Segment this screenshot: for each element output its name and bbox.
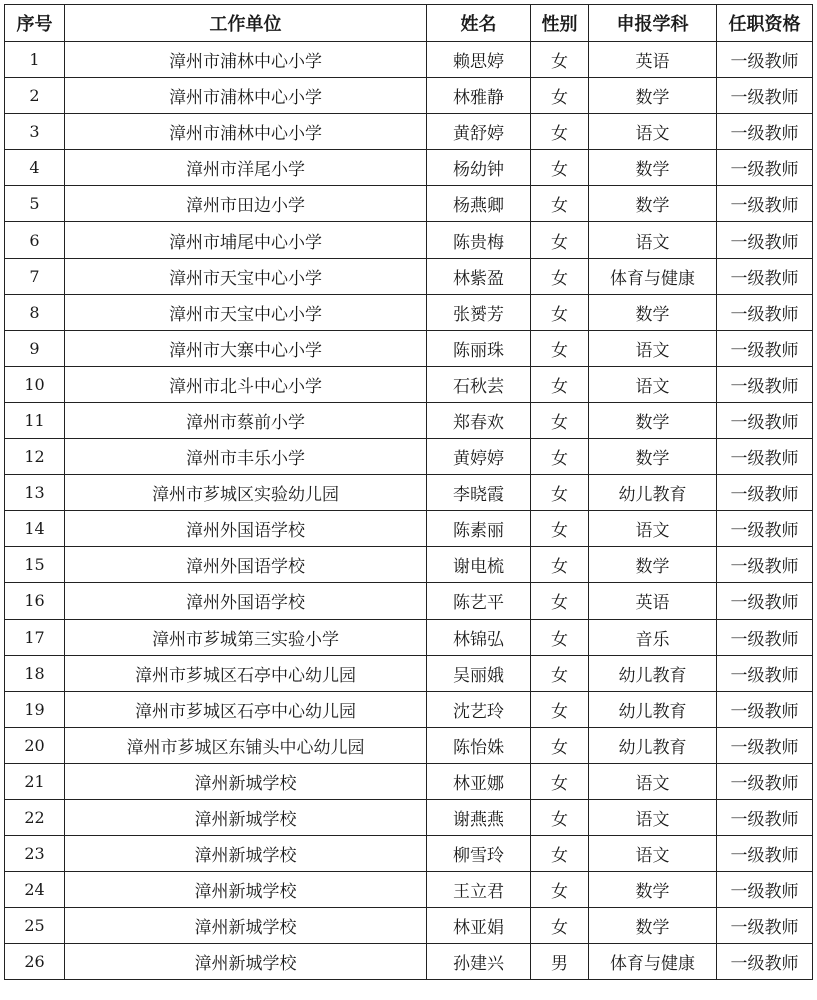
- cell-name: 吴丽娥: [427, 655, 531, 691]
- cell-subject: 幼儿教育: [589, 475, 717, 511]
- cell-name: 郑春欢: [427, 402, 531, 438]
- cell-subject: 语文: [589, 763, 717, 799]
- cell-qualification: 一级教师: [717, 475, 813, 511]
- table-row: [5, 727, 813, 763]
- table-row: [5, 150, 813, 186]
- cell-gender: 女: [531, 42, 589, 78]
- cell-name: 陈艺平: [427, 583, 531, 619]
- cell-gender: 女: [531, 619, 589, 655]
- cell-index: 8: [5, 294, 65, 330]
- cell-index: 13: [5, 475, 65, 511]
- cell-name: 杨幼钟: [427, 150, 531, 186]
- cell-name: 赖思婷: [427, 42, 531, 78]
- cell-gender: 女: [531, 366, 589, 402]
- cell-qualification: 一级教师: [717, 944, 813, 980]
- table-row: [5, 330, 813, 366]
- cell-index: 25: [5, 908, 65, 944]
- cell-subject: 数学: [589, 294, 717, 330]
- teacher-list-table-container: [4, 4, 812, 980]
- table-row: [5, 799, 813, 835]
- cell-work-unit: 漳州市洋尾小学: [65, 150, 427, 186]
- cell-gender: 女: [531, 258, 589, 294]
- cell-subject: 数学: [589, 908, 717, 944]
- cell-work-unit: 漳州市浦林中心小学: [65, 78, 427, 114]
- cell-qualification: 一级教师: [717, 294, 813, 330]
- cell-name: 陈丽珠: [427, 330, 531, 366]
- cell-name: 黄舒婷: [427, 114, 531, 150]
- cell-name: 石秋芸: [427, 366, 531, 402]
- header-qualification: 任职资格: [717, 5, 813, 42]
- table-row: [5, 186, 813, 222]
- table-row: [5, 583, 813, 619]
- table-row: [5, 619, 813, 655]
- table-row: [5, 439, 813, 475]
- cell-work-unit: 漳州市大寨中心小学: [65, 330, 427, 366]
- cell-qualification: 一级教师: [717, 114, 813, 150]
- cell-index: 21: [5, 763, 65, 799]
- cell-name: 杨燕卿: [427, 186, 531, 222]
- cell-work-unit: 漳州市天宝中心小学: [65, 294, 427, 330]
- cell-name: 林亚娜: [427, 763, 531, 799]
- cell-qualification: 一级教师: [717, 186, 813, 222]
- cell-index: 1: [5, 42, 65, 78]
- cell-name: 张赟芳: [427, 294, 531, 330]
- cell-qualification: 一级教师: [717, 42, 813, 78]
- cell-gender: 女: [531, 655, 589, 691]
- cell-subject: 幼儿教育: [589, 727, 717, 763]
- header-gender: 性别: [531, 5, 589, 42]
- cell-work-unit: 漳州新城学校: [65, 836, 427, 872]
- cell-index: 11: [5, 402, 65, 438]
- table-row: [5, 763, 813, 799]
- cell-work-unit: 漳州新城学校: [65, 944, 427, 980]
- cell-gender: 女: [531, 294, 589, 330]
- cell-gender: 女: [531, 78, 589, 114]
- cell-name: 黄婷婷: [427, 439, 531, 475]
- cell-name: 陈贵梅: [427, 222, 531, 258]
- cell-name: 谢燕燕: [427, 799, 531, 835]
- cell-work-unit: 漳州外国语学校: [65, 583, 427, 619]
- table-row: [5, 114, 813, 150]
- cell-work-unit: 漳州新城学校: [65, 799, 427, 835]
- cell-gender: 女: [531, 727, 589, 763]
- cell-gender: 女: [531, 836, 589, 872]
- table-row: [5, 258, 813, 294]
- cell-index: 22: [5, 799, 65, 835]
- table-row: [5, 872, 813, 908]
- cell-gender: 女: [531, 114, 589, 150]
- cell-name: 柳雪玲: [427, 836, 531, 872]
- cell-subject: 英语: [589, 42, 717, 78]
- cell-name: 谢电梳: [427, 547, 531, 583]
- cell-subject: 数学: [589, 150, 717, 186]
- cell-subject: 数学: [589, 872, 717, 908]
- cell-index: 12: [5, 439, 65, 475]
- cell-gender: 女: [531, 439, 589, 475]
- table-row: [5, 944, 813, 980]
- cell-qualification: 一级教师: [717, 908, 813, 944]
- cell-subject: 音乐: [589, 619, 717, 655]
- cell-subject: 体育与健康: [589, 944, 717, 980]
- cell-work-unit: 漳州市蔡前小学: [65, 402, 427, 438]
- cell-index: 3: [5, 114, 65, 150]
- cell-index: 17: [5, 619, 65, 655]
- cell-index: 7: [5, 258, 65, 294]
- teacher-list-table: [4, 4, 813, 980]
- cell-qualification: 一级教师: [717, 439, 813, 475]
- cell-index: 5: [5, 186, 65, 222]
- cell-subject: 体育与健康: [589, 258, 717, 294]
- cell-gender: 女: [531, 330, 589, 366]
- header-row: [5, 5, 813, 42]
- cell-work-unit: 漳州市浦林中心小学: [65, 114, 427, 150]
- cell-index: 4: [5, 150, 65, 186]
- cell-work-unit: 漳州市芗城区石亭中心幼儿园: [65, 691, 427, 727]
- cell-index: 10: [5, 366, 65, 402]
- cell-work-unit: 漳州市埔尾中心小学: [65, 222, 427, 258]
- cell-gender: 女: [531, 475, 589, 511]
- cell-index: 26: [5, 944, 65, 980]
- cell-gender: 女: [531, 763, 589, 799]
- cell-index: 24: [5, 872, 65, 908]
- cell-work-unit: 漳州外国语学校: [65, 547, 427, 583]
- table-row: [5, 511, 813, 547]
- table-row: [5, 366, 813, 402]
- cell-name: 林雅静: [427, 78, 531, 114]
- header-name: 姓名: [427, 5, 531, 42]
- cell-gender: 女: [531, 908, 589, 944]
- cell-qualification: 一级教师: [717, 547, 813, 583]
- cell-subject: 数学: [589, 402, 717, 438]
- cell-index: 6: [5, 222, 65, 258]
- table-row: [5, 836, 813, 872]
- cell-work-unit: 漳州市丰乐小学: [65, 439, 427, 475]
- table-row: [5, 294, 813, 330]
- cell-qualification: 一级教师: [717, 799, 813, 835]
- cell-work-unit: 漳州新城学校: [65, 763, 427, 799]
- cell-qualification: 一级教师: [717, 836, 813, 872]
- table-row: [5, 691, 813, 727]
- cell-gender: 女: [531, 511, 589, 547]
- cell-qualification: 一级教师: [717, 583, 813, 619]
- cell-work-unit: 漳州外国语学校: [65, 511, 427, 547]
- cell-gender: 女: [531, 402, 589, 438]
- cell-work-unit: 漳州市田边小学: [65, 186, 427, 222]
- cell-index: 19: [5, 691, 65, 727]
- cell-subject: 英语: [589, 583, 717, 619]
- cell-name: 林紫盈: [427, 258, 531, 294]
- cell-qualification: 一级教师: [717, 872, 813, 908]
- cell-name: 李晓霞: [427, 475, 531, 511]
- cell-subject: 语文: [589, 366, 717, 402]
- cell-work-unit: 漳州市芗城第三实验小学: [65, 619, 427, 655]
- cell-subject: 语文: [589, 799, 717, 835]
- cell-index: 9: [5, 330, 65, 366]
- cell-qualification: 一级教师: [717, 150, 813, 186]
- cell-qualification: 一级教师: [717, 763, 813, 799]
- cell-gender: 男: [531, 944, 589, 980]
- table-row: [5, 908, 813, 944]
- cell-index: 15: [5, 547, 65, 583]
- table-row: [5, 402, 813, 438]
- cell-gender: 女: [531, 222, 589, 258]
- table-row: [5, 42, 813, 78]
- cell-name: 林亚娟: [427, 908, 531, 944]
- cell-work-unit: 漳州市芗城区石亭中心幼儿园: [65, 655, 427, 691]
- cell-index: 20: [5, 727, 65, 763]
- cell-work-unit: 漳州市芗城区东铺头中心幼儿园: [65, 727, 427, 763]
- cell-work-unit: 漳州市浦林中心小学: [65, 42, 427, 78]
- cell-index: 2: [5, 78, 65, 114]
- cell-subject: 语文: [589, 114, 717, 150]
- table-body: [5, 42, 813, 980]
- cell-gender: 女: [531, 691, 589, 727]
- cell-qualification: 一级教师: [717, 511, 813, 547]
- cell-index: 18: [5, 655, 65, 691]
- cell-index: 16: [5, 583, 65, 619]
- cell-subject: 数学: [589, 78, 717, 114]
- cell-qualification: 一级教师: [717, 222, 813, 258]
- cell-subject: 语文: [589, 836, 717, 872]
- cell-index: 14: [5, 511, 65, 547]
- cell-qualification: 一级教师: [717, 78, 813, 114]
- cell-work-unit: 漳州市芗城区实验幼儿园: [65, 475, 427, 511]
- cell-index: 23: [5, 836, 65, 872]
- cell-name: 王立君: [427, 872, 531, 908]
- cell-work-unit: 漳州新城学校: [65, 908, 427, 944]
- header-index: 序号: [5, 5, 65, 42]
- header-work-unit: 工作单位: [65, 5, 427, 42]
- cell-subject: 语文: [589, 330, 717, 366]
- cell-subject: 数学: [589, 186, 717, 222]
- cell-gender: 女: [531, 872, 589, 908]
- cell-name: 林锦弘: [427, 619, 531, 655]
- table-row: [5, 78, 813, 114]
- cell-subject: 语文: [589, 222, 717, 258]
- cell-name: 孙建兴: [427, 944, 531, 980]
- cell-subject: 幼儿教育: [589, 655, 717, 691]
- cell-name: 陈素丽: [427, 511, 531, 547]
- cell-subject: 幼儿教育: [589, 691, 717, 727]
- cell-qualification: 一级教师: [717, 691, 813, 727]
- table-row: [5, 547, 813, 583]
- cell-gender: 女: [531, 583, 589, 619]
- cell-subject: 数学: [589, 547, 717, 583]
- table-row: [5, 655, 813, 691]
- cell-qualification: 一级教师: [717, 655, 813, 691]
- cell-name: 陈怡姝: [427, 727, 531, 763]
- cell-subject: 数学: [589, 439, 717, 475]
- cell-gender: 女: [531, 186, 589, 222]
- cell-gender: 女: [531, 547, 589, 583]
- header-subject: 申报学科: [589, 5, 717, 42]
- cell-name: 沈艺玲: [427, 691, 531, 727]
- cell-qualification: 一级教师: [717, 330, 813, 366]
- cell-qualification: 一级教师: [717, 366, 813, 402]
- cell-qualification: 一级教师: [717, 619, 813, 655]
- cell-qualification: 一级教师: [717, 402, 813, 438]
- cell-work-unit: 漳州新城学校: [65, 872, 427, 908]
- cell-gender: 女: [531, 150, 589, 186]
- cell-work-unit: 漳州市天宝中心小学: [65, 258, 427, 294]
- table-row: [5, 222, 813, 258]
- cell-gender: 女: [531, 799, 589, 835]
- cell-subject: 语文: [589, 511, 717, 547]
- table-row: [5, 475, 813, 511]
- cell-work-unit: 漳州市北斗中心小学: [65, 366, 427, 402]
- cell-qualification: 一级教师: [717, 727, 813, 763]
- cell-qualification: 一级教师: [717, 258, 813, 294]
